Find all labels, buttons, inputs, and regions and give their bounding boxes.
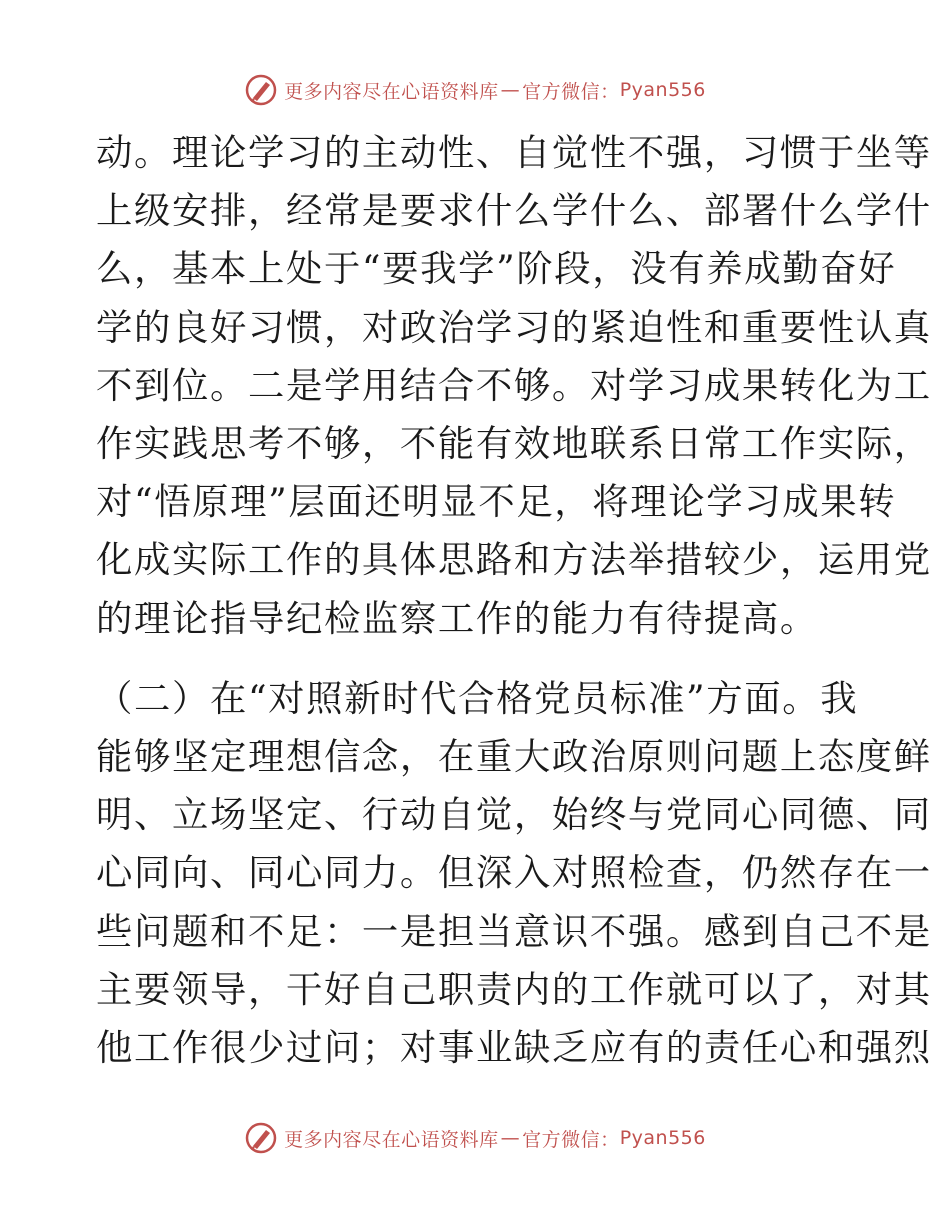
text-line: 明、立场坚定、行动自觉，始终与党同心同德、同 xyxy=(96,793,932,837)
text-line: 化成实际工作的具体思路和方法举措较少，运用党 xyxy=(96,538,932,582)
watermark-separator: — xyxy=(500,79,521,101)
text-line: 心同向、同心同力。但深入对照检查，仍然存在一 xyxy=(96,851,932,895)
watermark-label: 官方微信： xyxy=(522,1128,620,1151)
footer-watermark xyxy=(0,1120,950,1156)
watermark-text: 更多内容尽在心语资料库 xyxy=(284,1128,499,1151)
text-line: 动。理论学习的主动性、自觉性不强，习惯于坐等 xyxy=(96,131,932,174)
watermark-separator: — xyxy=(500,1127,521,1149)
text-line: 的理论指导纪检监察工作的能力有待提高。 xyxy=(96,596,818,640)
text-line: 主要领导，干好自己职责内的工作就可以了，对其 xyxy=(96,967,932,1011)
watermark-id: Pyan556 xyxy=(619,79,706,101)
text-line: 不到位。二是学用结合不够。对学习成果转化为工 xyxy=(96,363,932,407)
paragraph-2 xyxy=(96,670,932,1077)
watermark-text: 更多内容尽在心语资料库 xyxy=(284,80,499,103)
text-line: （二）在“对照新时代合格党员标准”方面。我 xyxy=(96,676,859,720)
paragraph-1 xyxy=(96,124,932,648)
text-line: 他工作很少过问；对事业缺乏应有的责任心和强烈 xyxy=(96,1026,932,1070)
text-line: 些问题和不足：一是担当意识不强。感到自己不是 xyxy=(96,909,932,953)
text-line: 上级安排，经常是要求什么学什么、部署什么学什 xyxy=(96,189,932,233)
header-watermark xyxy=(0,72,950,108)
pen-logo-icon xyxy=(244,1121,278,1155)
text-line: 学的良好习惯，对政治学习的紧迫性和重要性认真 xyxy=(96,305,932,349)
watermark-label: 官方微信： xyxy=(522,80,620,103)
document-body xyxy=(96,124,932,1077)
pen-logo-icon xyxy=(244,73,278,107)
text-line: 对“悟原理”层面还明显不足，将理论学习成果转 xyxy=(96,480,897,524)
text-line: 能够坚定理想信念，在重大政治原则问题上态度鲜 xyxy=(96,735,932,779)
watermark-id: Pyan556 xyxy=(619,1127,706,1149)
text-line: 么，基本上处于“要我学”阶段，没有养成勤奋好 xyxy=(96,247,897,291)
text-line: 作实践思考不够，不能有效地联系日常工作实际， xyxy=(96,422,932,466)
